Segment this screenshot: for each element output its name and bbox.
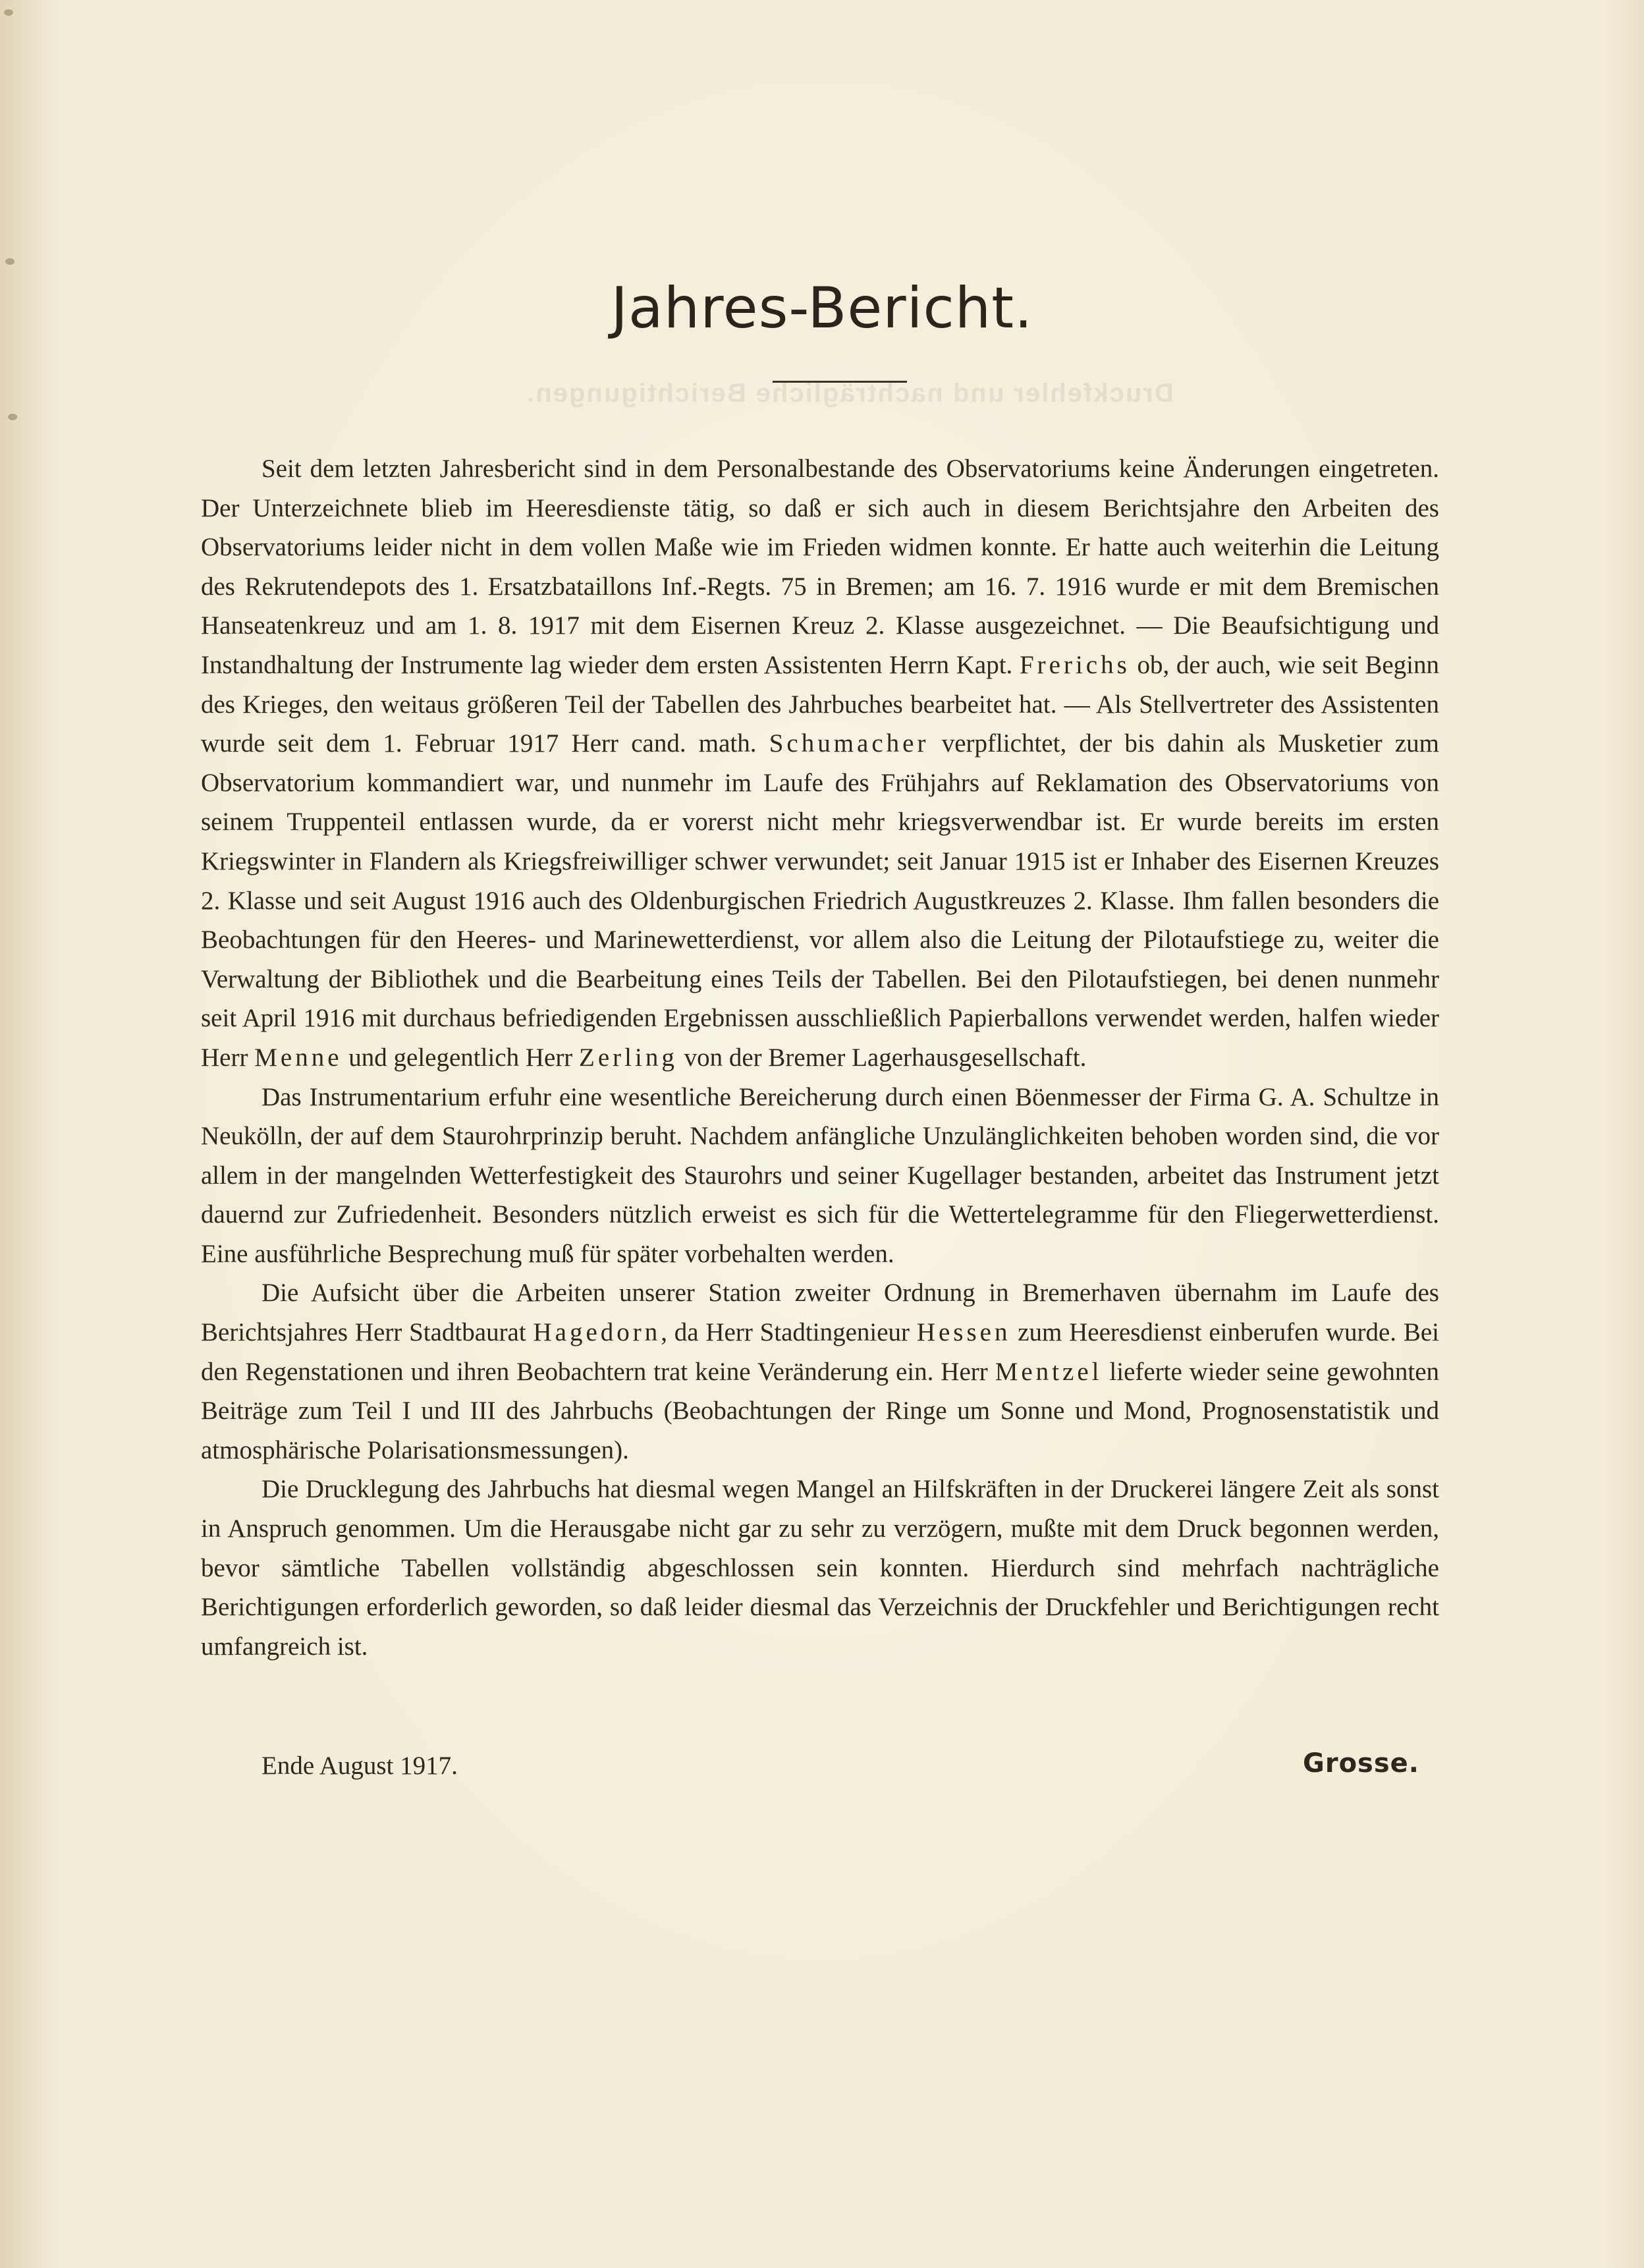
signature: Grosse. (1303, 1748, 1419, 1779)
text-run: Das Instrumentarium erfuhr eine wesentliche Bereicherung durch einen Böenmesser der Firma G. A. Schultze in Neukölln, der auf dem Staurohrprinzip beruht. Nachdem anfängliche Unzulänglichkeiten behoben worden sind, die vor allem in der mangelnden Wetterfestigkeit des Staurohrs und seiner Kugellager bestanden, arbeitet das Instrument jetzt dauernd zur Zufriedenheit. Besonders nützlich erweist es sich für die Wettertelegramme für den Fliegerwetterdienst. Eine ausführliche Besprechung muß für später vorbehalten werden. (201, 1082, 1439, 1268)
person-name: Schumacher (769, 729, 929, 758)
text-run: verpflichtet, der bis dahin als Musketier zum Observatorium kommandiert war, und nunmehr im Laufe des Frühjahrs auf Reklamation des Observatoriums von seinem Truppenteil entlassen wurde, da er vorerst nicht mehr kriegsverwendbar ist. Er wurde bereits im ersten Kriegswinter in Flandern als Kriegsfreiwilliger schwer verwundet; seit Januar 1915 ist er Inhaber des Eisernen Kreuzes 2. Klasse und seit August 1916 auch des Oldenburgischen Friedrich Augustkreuzes 2. Klasse. Ihm fallen besonders die Beobachtungen für den Heeres- und Marinewetterdienst, vor allem also die Leitung der Pilotaufstiege zu, weiter die Verwaltung der Bibliothek und die Bearbeitung eines Teils der Tabellen. Bei den Pilotaufstiegen, bei denen nunmehr seit April 1916 mit durchaus befriedigenden Ergebnissen ausschließlich Papierballons verwendet werden, halfen wieder Herr (201, 729, 1439, 1072)
title-rule (773, 381, 907, 383)
person-name: Menne (254, 1043, 342, 1072)
text-run: Die Aufsicht über die Arbeiten unserer Station zweiter Ordnung in Bremerhaven übernahm im Laufe des Berichtsjahres Herr Stadtbaurat (201, 1279, 1439, 1347)
text-run: Seit dem letzten Jahresbericht sind in dem Personalbestande des Observatoriums keine Änderungen eingetreten. Der Unterzeichnete blieb im Heeresdienste tätig, so daß er sich auch in diesem Berichtsjahre den Arbeiten des Observatoriums leider nicht in dem vollen Maße wie im Frieden widmen konnte. Er hatte auch weiterhin die Leitung des Rekrutendepots des 1. Ersatzbataillons Inf.-Regts. 75 in Bremen; am 16. 7. 1916 wurde er mit dem Bremischen Hanseatenkreuz und am 1. 8. 1917 mit dem Eisernen Kreuz 2. Klasse ausgezeichnet. — Die Beaufsichtigung und Instandhaltung der Instrumente lag wieder dem ersten Assistenten Herrn Kapt. (201, 455, 1439, 679)
text-run: Die Drucklegung des Jahrbuchs hat diesmal wegen Mangel an Hilfskräften in der Druckerei längere Zeit als sonst in Anspruch genommen. Um die Herausgabe nicht gar zu sehr zu verzögern, mußte mit dem Druck begonnen werden, bevor sämtliche Tabellen vollständig abgeschlossen sein konnten. Hierdurch sind mehrfach nachträgliche Berichtigungen erforderlich geworden, so daß leider diesmal das Verzeichnis der Druckfehler und Berichtigungen recht umfangreich ist. (201, 1475, 1439, 1661)
text-run: und gelegentlich Herr (342, 1043, 580, 1072)
person-name: Zerling (579, 1043, 678, 1072)
report-body (201, 449, 1439, 1666)
person-name: Hagedorn (533, 1318, 661, 1347)
text-run: zum Heeresdienst einberufen wurde. Bei den Regenstationen und ihren Beobachtern trat keine Veränderung ein. Herr (201, 1318, 1439, 1386)
paper-blemish (5, 258, 14, 265)
paragraph (201, 1470, 1439, 1666)
closing-date: Ende August 1917. (261, 1752, 458, 1780)
paragraph (201, 1273, 1439, 1470)
page-title: Jahres-Bericht. (611, 275, 1033, 341)
closing-line (201, 1748, 1439, 1790)
paragraph (201, 1078, 1439, 1274)
text-run: ob, der auch, wie seit Beginn des Krieges, den weitaus größeren Teil der Tabellen des Jahrbuches bearbeitet hat. — Als Stellvertreter des Assistenten wurde seit dem 1. Februar 1917 Herr cand. math. (201, 650, 1439, 758)
person-name: Mentzel (995, 1357, 1103, 1386)
text-run: lieferte wieder seine gewohnten Beiträge zum Teil I und III des Jahrbuchs (Beobachtungen der Ringe um Sonne und Mond, Prognosenstatistik und atmosphärische Polarisationsmessungen). (201, 1357, 1440, 1464)
bleed-through-text: Druckfehler und nachträgliche Berichtigungen. (526, 379, 1174, 408)
paper-blemish (8, 414, 17, 420)
text-run: von der Bremer Lagerhausgesellschaft. (677, 1043, 1087, 1072)
paragraph (201, 449, 1439, 1078)
paper-blemish (4, 9, 13, 16)
person-name: Hessen (916, 1318, 1011, 1347)
person-name: Frerichs (1019, 650, 1130, 679)
text-run: , da Herr Stadtingenieur (661, 1318, 917, 1347)
